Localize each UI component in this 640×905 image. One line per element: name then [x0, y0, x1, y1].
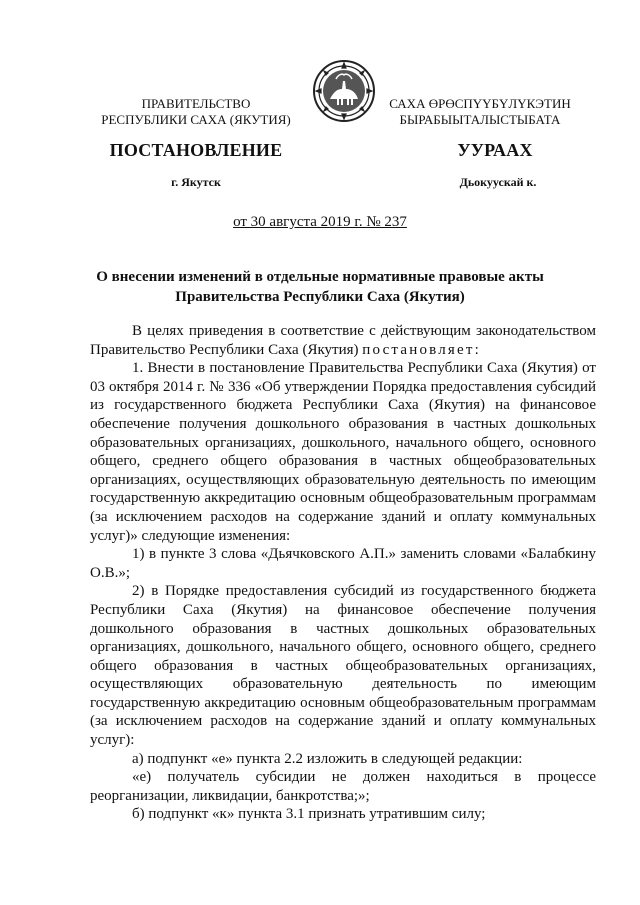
- resolution-word: постановляет: [362, 341, 475, 358]
- header-left: [96, 96, 296, 128]
- header-right: [365, 96, 595, 128]
- date-number-line: от 30 августа 2019 г. № 237: [233, 214, 407, 230]
- government-name-sah: САХА ӨРӨСПҮҮБҮЛҮКЭТИН: [389, 96, 571, 111]
- document-body: [90, 322, 596, 824]
- doc-type-ru: ПОСТАНОВЛЕНИЕ: [109, 140, 283, 160]
- republic-name-sah: БЫРАБЫЫТАЛЫСТЫБАТА: [399, 112, 561, 127]
- title-line-2: Правительства Республики Саха (Якутия): [175, 289, 465, 305]
- document-title: [80, 267, 560, 307]
- intro-paragraph: [90, 322, 596, 359]
- sub-item-a-paragraph: а) подпункт «е» пункта 2.2 изложить в следующей редакции:: [132, 750, 523, 767]
- title-line-1: О внесении изменений в отдельные нормативные правовые акты: [96, 269, 544, 285]
- sub-item-2-paragraph: 2) в Порядке предоставления субсидий из государственного бюджета Республики Саха (Якутия) на финансовое обеспечение получения дошкольного образования в частных дошкольных образовательных организациях, дошкольного, начального общего, основного общего, среднего общего образования в частных общеобразовательных организациях, осуществляющих образовательную деятельность по имеющим государственную аккредитацию основным общеобразовательным программам (за исключением расходов на содержание зданий и оплату коммунальных услуг):: [90, 583, 596, 749]
- sub-item-1-paragraph: 1) в пункте 3 слова «Дьячковского А.П.» заменить словами «Балабкину О.В.»;: [90, 546, 596, 581]
- sub-item-b-paragraph: б) подпункт «к» пункта 3.1 признать утратившим силу;: [132, 806, 486, 823]
- item-1-paragraph: 1. Внести в постановление Правительства Республики Саха (Якутия) от 03 октября 2014 г. № 336 «Об утверждении Порядка предоставления субсидий из государственного бюджета Республики Саха (Якутия) на финансовое обеспечение получения дошкольного образования в частных дошкольных образовательных организациях, дошкольного, начального общего, основного общего, среднего общего образования в частных общеобразовательных организациях, осуществляющих образовательную деятельность по имеющим государственную аккредитацию основным общеобразовательным программам (за исключением расходов на содержание зданий и оплату коммунальных услуг)» следующие изменения:: [90, 360, 596, 544]
- doc-type-sah: УУРААХ: [457, 140, 533, 160]
- republic-name-ru: РЕСПУБЛИКИ САХА (ЯКУТИЯ): [101, 112, 291, 127]
- intro-text: В целях приведения в соответствие с действующим законодательством Правительство Республики Саха (Якутия): [90, 323, 596, 358]
- sub-item-a-text-paragraph: «е) получатель субсидии не должен находиться в процессе реорганизации, ликвидации, банкротства;»;: [90, 769, 596, 804]
- government-name-ru: ПРАВИТЕЛЬСТВО: [141, 96, 251, 111]
- city-sah: Дьокуускай к.: [459, 175, 537, 189]
- intro-colon: :: [474, 341, 479, 358]
- city-ru: г. Якутск: [171, 175, 221, 189]
